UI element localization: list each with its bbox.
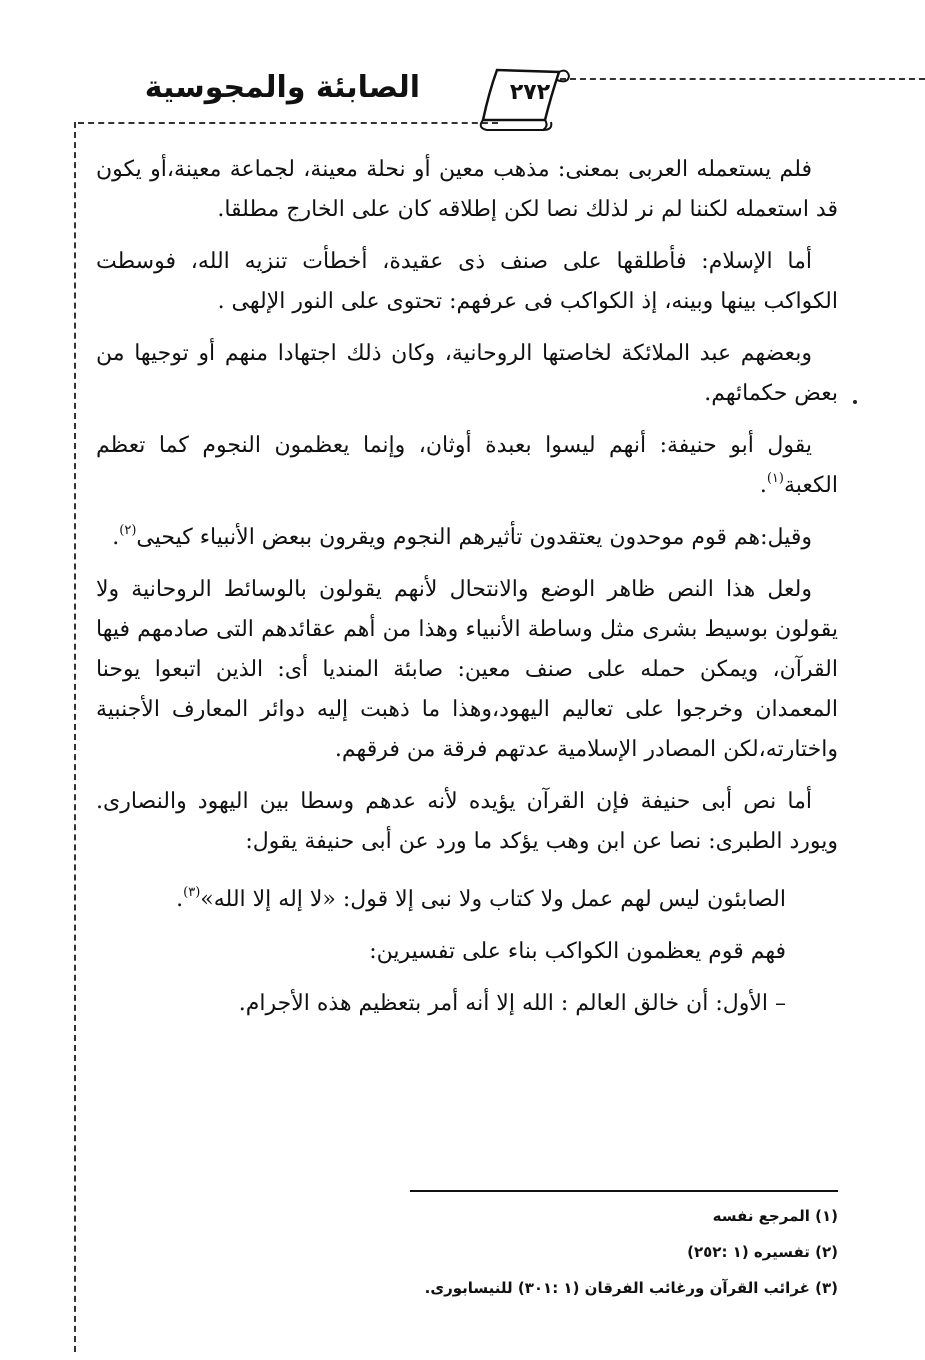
header-dashed-line-left <box>78 122 498 124</box>
header-dashed-line-right <box>560 78 925 80</box>
paragraph: أما نص أبى حنيفة فإن القرآن يؤيده لأنه عدهم وسطا بين اليهود والنصارى. ويورد الطبرى: نصا عن ابن وهب يؤكد ما ورد عن أبى حنيفة يقول: <box>96 789 838 854</box>
paragraph-text: وقيل:هم قوم موحدون يعتقدون تأثيرهم النجوم ويقرون ببعض الأنبياء كيحيى <box>136 525 812 550</box>
paragraph: أما الإسلام: فأطلقها على صنف ذى عقيدة، أخطأت تنزيه الله، فوسطت الكواكب بينها وبينه، إذ الكواكب فى عرفهم: تحتوى على النور الإلهى . <box>96 249 838 314</box>
paragraph: فهم قوم يعظمون الكواكب بناء على تفسيرين: <box>369 939 786 964</box>
punctuation: . <box>112 525 120 550</box>
paragraph: ولعل هذا النص ظاهر الوضع والانتحال لأنهم يقولون بالوسائط الروحانية ولا يقولون بوسيط بشرى مثل وساطة الأنبياء وهذا من أهم عقائدهم التى صادمهم فيها القرآن، ويمكن حمله على صنف معين: صابئة المنديا أى: الذين اتبعوا يوحنا المعمدان وخرجوا على تعاليم اليهود،وهذا ما ذهبت إليه دوائر المعارف الأجنبية واختارته،لكن المصادر الإسلامية عدتهم فرقة من فرقهم. <box>96 577 838 762</box>
footnote-ref: (٣) <box>183 885 201 900</box>
quotation <box>96 880 838 920</box>
running-title: الصابئة والمجوسية <box>144 70 420 105</box>
paragraph: وبعضهم عبد الملائكة لخاصتها الروحانية، وكان ذلك اجتهادا منهم أو توجيها من بعض حكمائهم. <box>96 341 838 406</box>
footnote: (٣) غرائب القرآن ورغائب الفرقان (١ :٣٠١) للنيسابورى. <box>424 1279 838 1297</box>
paragraph <box>96 518 838 558</box>
paragraph-text: الصابئون ليس لهم عمل ولا كتاب ولا نبى إلا قول: «لا إله إلا الله» <box>200 887 786 912</box>
footnote-ref: (١) <box>766 471 784 486</box>
paragraph: فلم يستعمله العربى بمعنى: مذهب معين أو نحلة معينة، لجماعة معينة،أو يكون قد استعمله لكننا لم نر لذلك نصا لكن إطلاقه كان على الخارج مطلقا. <box>96 157 838 222</box>
main-text <box>96 150 838 1036</box>
paragraph-text: يقول أبو حنيفة: أنهم ليسوا بعبدة أوثان، وإنما يعظمون النجوم كما تعظم الكعبة <box>96 433 838 498</box>
punctuation: . <box>759 473 767 498</box>
footnote-divider <box>410 1190 838 1192</box>
footnote-ref: (٢) <box>119 523 137 538</box>
list-item: – الأول: أن خالق العالم : الله إلا أنه أمر بتعظيم هذه الأجرام. <box>238 991 786 1016</box>
paragraph <box>96 426 838 506</box>
punctuation: . <box>176 887 184 912</box>
page-number: ٢٧٢ <box>509 80 551 105</box>
footnote: (١) المرجع نفسه <box>712 1207 838 1225</box>
page-border-dashed-left <box>74 122 76 1352</box>
footnote: (٢) تفسيره (١ :٢٥٢) <box>687 1243 838 1261</box>
stray-dot-mark <box>853 400 857 404</box>
footnotes <box>300 1198 838 1306</box>
